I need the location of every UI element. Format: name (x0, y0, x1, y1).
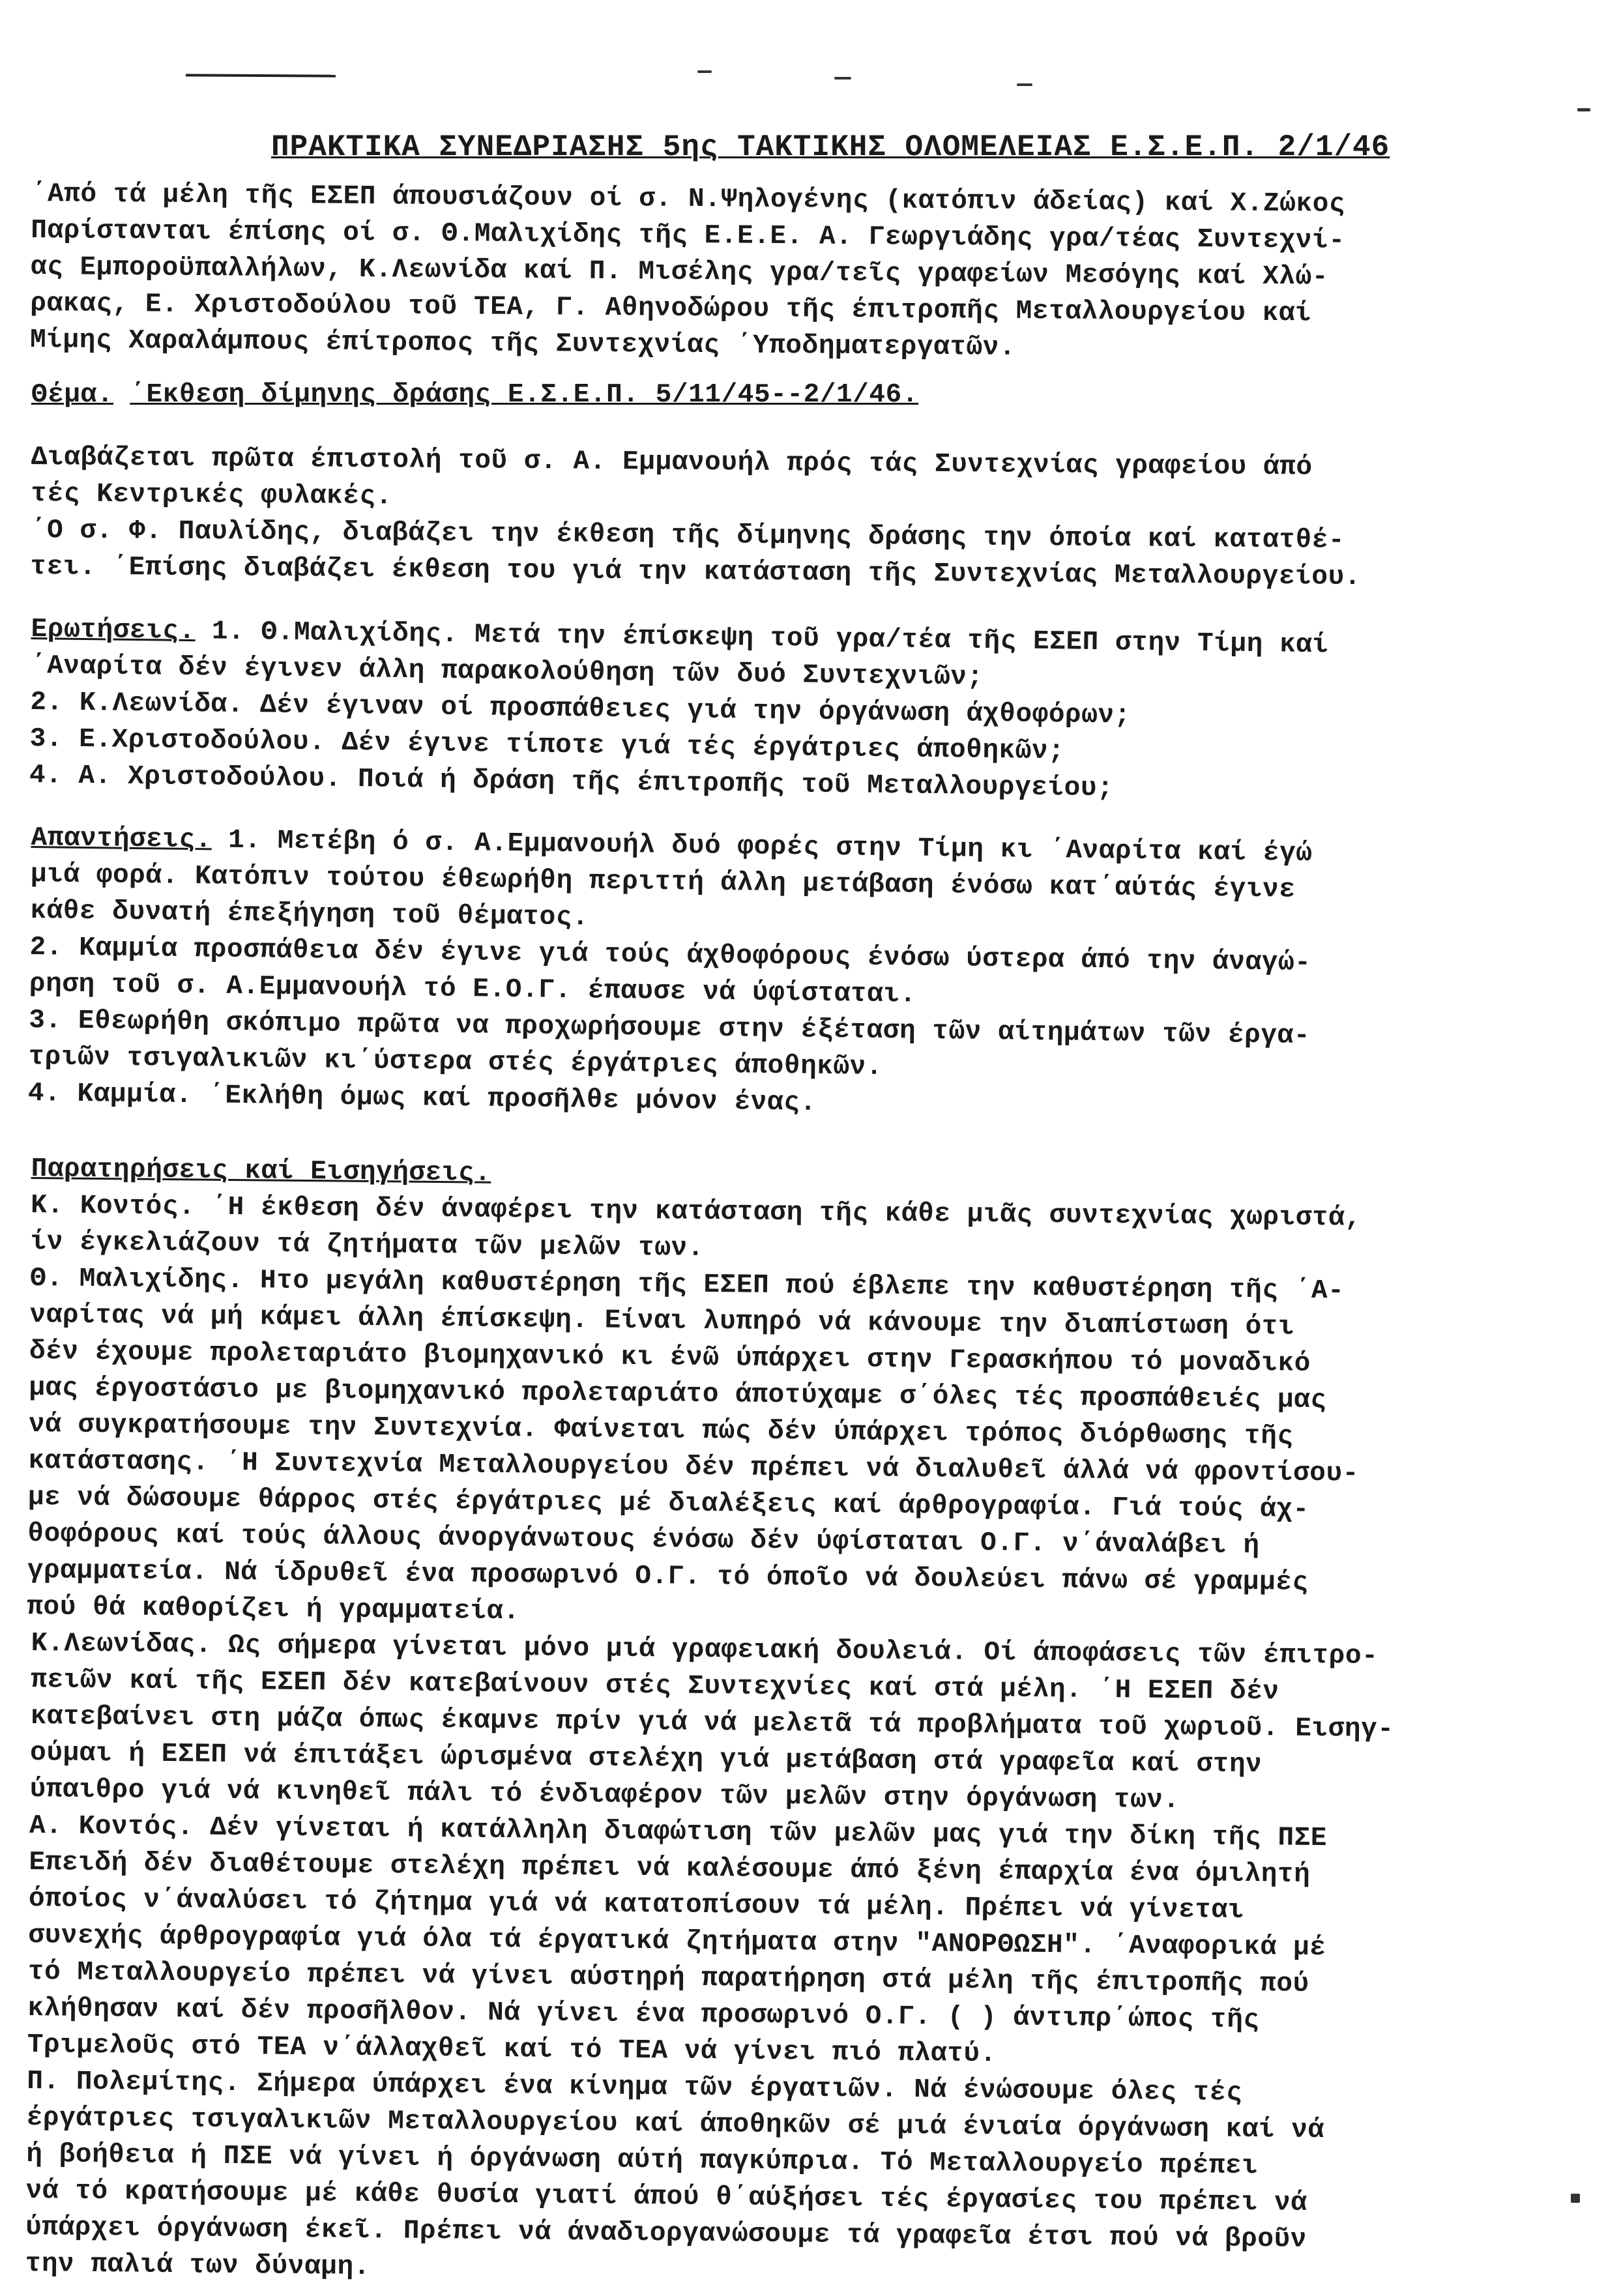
text-line: 1. Μετέβη ό σ. Α.Εμμανουήλ δυό φορές στην Τίμη κι ΄Αναρίτα καί έγώ (227, 825, 1313, 869)
theme-text: ΄Εκθεση δίμηνης δράσης Ε.Σ.Ε.Π. 5/11/45--2/1/46. (130, 380, 919, 410)
text-line: συνεχής άρθρογραφία γιά όλα τά έργατικά ζητήματα στην "ΑΝΟΡΘΩΣΗ". ΄Αναφορικά μέ (28, 1920, 1326, 1964)
scan-speck (1577, 108, 1590, 111)
text-line: Τριμελοῦς στό ΤΕΑ ν΄άλλαχθεῖ καί τό ΤΕΑ νά γίνει πιό πλατύ. (27, 2029, 997, 2070)
text-line: με νά δώσουμε θάρρος στές έργάτριες μέ διαλέξεις καί άρθρογραφία. Γιά τούς άχ- (27, 1482, 1309, 1525)
text-line: πειῶν καί τῆς ΕΣΕΠ δέν κατεβαίνουν στές Συντεχνίες καί στά μέλη. ΄Η ΕΣΕΠ δέν (30, 1664, 1279, 1707)
scan-speck (834, 77, 851, 80)
text-line: 4. Καμμία. ΄Εκλήθη όμως καί προσῆλθε μόνον ένας. (27, 1078, 817, 1118)
text-line: 1. Θ.Μαλιχίδης. Μετά την έπίσκεψη τοῦ γρα/τέα τῆς ΕΣΕΠ στην Τίμη καί (211, 617, 1329, 661)
text-line: Α. Κοντός. Δέν γίνεται ή κατάλληλη διαφώτιση τῶν μελῶν μας γιά την δίκη τῆς ΠΣΕ (29, 1810, 1328, 1854)
text-line: ή βοήθεια ή ΠΣΕ νά γίνει ή όργάνωση αύτή παγκύπρια. Τό Μεταλλουργείο πρέπει (26, 2139, 1259, 2182)
text-line: κάθε δυνατή έπεξήγηση τοῦ θέματος. (30, 895, 589, 933)
text-line: ΄Αναρίτα δέν έγινεν άλλη παρακολούθηση τῶν δυό Συντεχνιῶν; (30, 650, 984, 693)
questions-heading: Ερωτήσεις. (31, 614, 196, 647)
text-line: Μίμης Χαραλάμπους έπίτροπος τῆς Συντεχνίας ΄Υποδηματεργατῶν. (29, 325, 1016, 363)
text-line: ρακας, Ε. Χριστοδούλου τοῦ ΤΕΑ, Γ. Αθηνοδώρου τῆς έπιτροπῆς Μεταλλουργείου καί (30, 288, 1312, 329)
text-line: Θ. Μαλιχίδης. Ητο μεγάλη καθυστέρηση τῆς ΕΣΕΠ πού έβλεπε την καθυστέρηση τῆς ΄Α- (29, 1263, 1345, 1307)
text-line: νά τό κρατήσουμε μέ κάθε θυσία γιατί άπού θ΄αύξήσει τές έργασίες του πρέπει νά (25, 2175, 1307, 2218)
text-line: δέν έχουμε προλεταριάτο βιομηχανικό κι ένῶ ύπάρχει στην Γερασκήπου τό μοναδικό (29, 1336, 1311, 1379)
text-line: τριῶν τσιγαλικιῶν κι΄ύστερα στές έργάτριες άποθηκῶν. (28, 1041, 883, 1083)
text-line: ΄Ο σ. Φ. Παυλίδης, διαβάζει την έκθεση τῆς δίμηνης δράσης την όποία καί κατατθέ- (30, 515, 1345, 556)
text-line: ίν έγκελιάζουν τά ζητήματα τῶν μελῶν των. (30, 1227, 705, 1264)
theme-line (31, 378, 1570, 412)
text-line: 3. Εθεωρήθη σκόπιμο πρῶτα να προχωρήσουμε στην έξέταση τῶν αίτημάτων τῶν έργα- (28, 1005, 1311, 1051)
text-line: 2. Καμμία προσπάθεια δέν έγινε γιά τούς άχθοφόρους ένόσω ύστερα άπό την άναγώ- (29, 932, 1311, 979)
text-line: κλήθησαν καί δέν προσῆλθον. Νά γίνει ένα προσωρινό Ο.Γ. ( ) άντιπρ΄ώπος τῆς (27, 1993, 1260, 2036)
text-line: ΄Από τά μέλη τῆς ΕΣΕΠ άπουσιάζουν οί σ. Ν.Ψηλογένης (κατόπιν άδείας) καί Χ.Ζώκος (31, 179, 1346, 220)
text-line: Επειδή δέν διαθέτουμε στελέχη πρέπει νά καλέσουμε άπό ξένη έπαρχία ένα όμιλητή (29, 1847, 1311, 1890)
text-line: ύπαιθρο γιά νά κινηθεῖ πάλι τό ένδιαφέρον τῶν μελῶν στην όργάνωση των. (29, 1774, 1180, 1816)
text-line: 4. Α. Χριστοδούλου. Ποιά ή δράση τῆς έπιτροπῆς τοῦ Μεταλλουργείου; (29, 760, 1114, 804)
text-line: ούμαι ή ΕΣΕΠ νά έπιτάξει ώρισμένα στελέχη γιά μετάβαση στά γραφεῖα καί στην (29, 1737, 1263, 1780)
text-line: κατεβαίνει στη μάζα όπως έκαμνε πρίν γιά νά μελετᾶ τά προβλήματα τοῦ χωριοῦ. Εισηγ- (30, 1701, 1394, 1745)
text-line: θοφόρους καί τούς άλλους άνοργάνωτους ένόσω δέν ύφίσταται Ο.Γ. ν΄άναλάβει ή (27, 1519, 1260, 1562)
questions-block (29, 613, 1570, 811)
text-line: ρηση τοῦ σ. Α.Εμμανουήλ τό Ε.Ο.Γ. έπαυσε νά ύφίσταται. (29, 968, 917, 1010)
document-body (25, 130, 1570, 2284)
text-line: Διαβάζεται πρῶτα έπιστολή τοῦ σ. Α. Εμμανουήλ πρός τάς Συντεχνίας γραφείου άπό (31, 442, 1313, 483)
text-line: Κ.Λεωνίδας. Ως σήμερα γίνεται μόνο μιά γραφειακή δουλειά. Οί άποφάσεις τῶν έπιτρο- (31, 1628, 1379, 1672)
text-line: κατάστασης. ΄Η Συντεχνία Μεταλλουργείου δέν πρέπει νά διαλυθεῖ άλλά νά φροντίσου- (28, 1446, 1360, 1489)
attendance-block (30, 177, 1570, 370)
text-line: τει. ΄Επίσης διαβάζει έκθεση του γιά την κατάσταση τῆς Συντεχνίας Μεταλλουργείου. (30, 551, 1362, 593)
answers-block (28, 821, 1570, 1129)
text-line: μας έργοστάσιο με βιομηχανικό προλεταριάτο άποτύχαμε σ΄όλες τές προσπάθειές μας (29, 1373, 1327, 1416)
text-line: όποίος ν΄άναλύσει τό ζήτημα γιά νά κατατοπίσουν τά μέλη. Πρέπει νά γίνεται (28, 1883, 1245, 1926)
text-line: την παλιά των δύναμη. (25, 2248, 371, 2283)
text-line: νά συγκρατήσουμε την Συντεχνία. Φαίνεται πώς δέν ύπάρχει τρόπος διόρθωσης τῆς (28, 1409, 1294, 1452)
remarks-heading: Παρατηρήσεις καί Εισηγήσεις. (31, 1154, 491, 1189)
text-line: ύπάρχει όργάνωση έκεῖ. Πρέπει νά άναδιοργανώσουμε τά γραφεῖα έτσι πού νά βροῦν (25, 2212, 1307, 2255)
text-line: έργάτριες τσιγαλικιῶν Μεταλλουργείου καί άποθηκῶν σέ μιά ένιαία όργάνωση καί νά (26, 2102, 1325, 2146)
intro-block (30, 441, 1570, 596)
text-line: 2. Κ.Λεωνίδα. Δέν έγιναν οί προσπάθειες γιά την όργάνωση άχθοφόρων; (30, 687, 1132, 731)
text-line: μιά φορά. Κατόπιν τούτου έθεωρήθη περιττή άλλη μετάβαση ένόσω κατ΄αύτάς έγινε (30, 859, 1296, 905)
answers-heading: Απαντήσεις. (31, 822, 212, 856)
scan-speck (1017, 83, 1032, 86)
text-line: γραμματεία. Νά ίδρυθεῖ ένα προσωρινό Ο.Γ. τό όποῖο νά δουλεύει πάνω σέ γραμμές (27, 1555, 1309, 1598)
text-line: Κ. Κοντός. ΄Η έκθεση δέν άναφέρει την κατάσταση τῆς κάθε μιᾶς συντεχνίας χωριστά, (30, 1190, 1362, 1234)
text-line: τό Μεταλλουργείο πρέπει νά γίνει αύστηρή παρατήρηση στά μέλη τῆς έπιτροπῆς πού (27, 1956, 1309, 1999)
text-line: ναρίτας νά μή κάμει άλλη έπίσκεψη. Είναι λυπηρό νά κάνουμε την διαπίστωση ότι (29, 1300, 1295, 1343)
discussion-block (25, 1627, 1570, 2296)
theme-label: Θέμα. (31, 380, 114, 410)
scan-speck (1571, 2194, 1580, 2203)
document-title: ΠΡΑΚΤΙΚΑ ΣΥΝΕΔΡΙΑΣΗΣ 5ης ΤΑΚΤΙΚΗΣ ΟΛΟΜΕΛΕΙΑΣ Ε.Σ.Ε.Π. 2/1/46 (271, 130, 1390, 164)
text-line: πού θά καθορίζει ή γραμματεία. (27, 1591, 520, 1627)
text-line: ας Εμποροϋπαλλήλων, Κ.Λεωνίδα καί Π. Μισέλης γρα/τεῖς γραφείων Μεσόγης καί Χλώ- (30, 252, 1329, 293)
header-rule (186, 74, 336, 77)
text-line: Παρίστανται έπίσης οί σ. Θ.Μαλιχίδης τῆς Ε.Ε.Ε. Α. Γεωργιάδης γρα/τέας Συντεχνί- (31, 215, 1345, 256)
scan-speck (697, 70, 712, 73)
text-line: τές Κεντρικές φυλακές. (31, 478, 393, 512)
text-line: Π. Πολεμίτης. Σήμερα ύπάρχει ένα κίνημα τῶν έργατιῶν. Νά ένώσουμε όλες τές (27, 2066, 1243, 2108)
remarks-block (27, 1152, 1570, 1639)
text-line: 3. Ε.Χριστοδούλου. Δέν έγινε τίποτε γιά τές έργάτριες άποθηκῶν; (29, 723, 1065, 767)
